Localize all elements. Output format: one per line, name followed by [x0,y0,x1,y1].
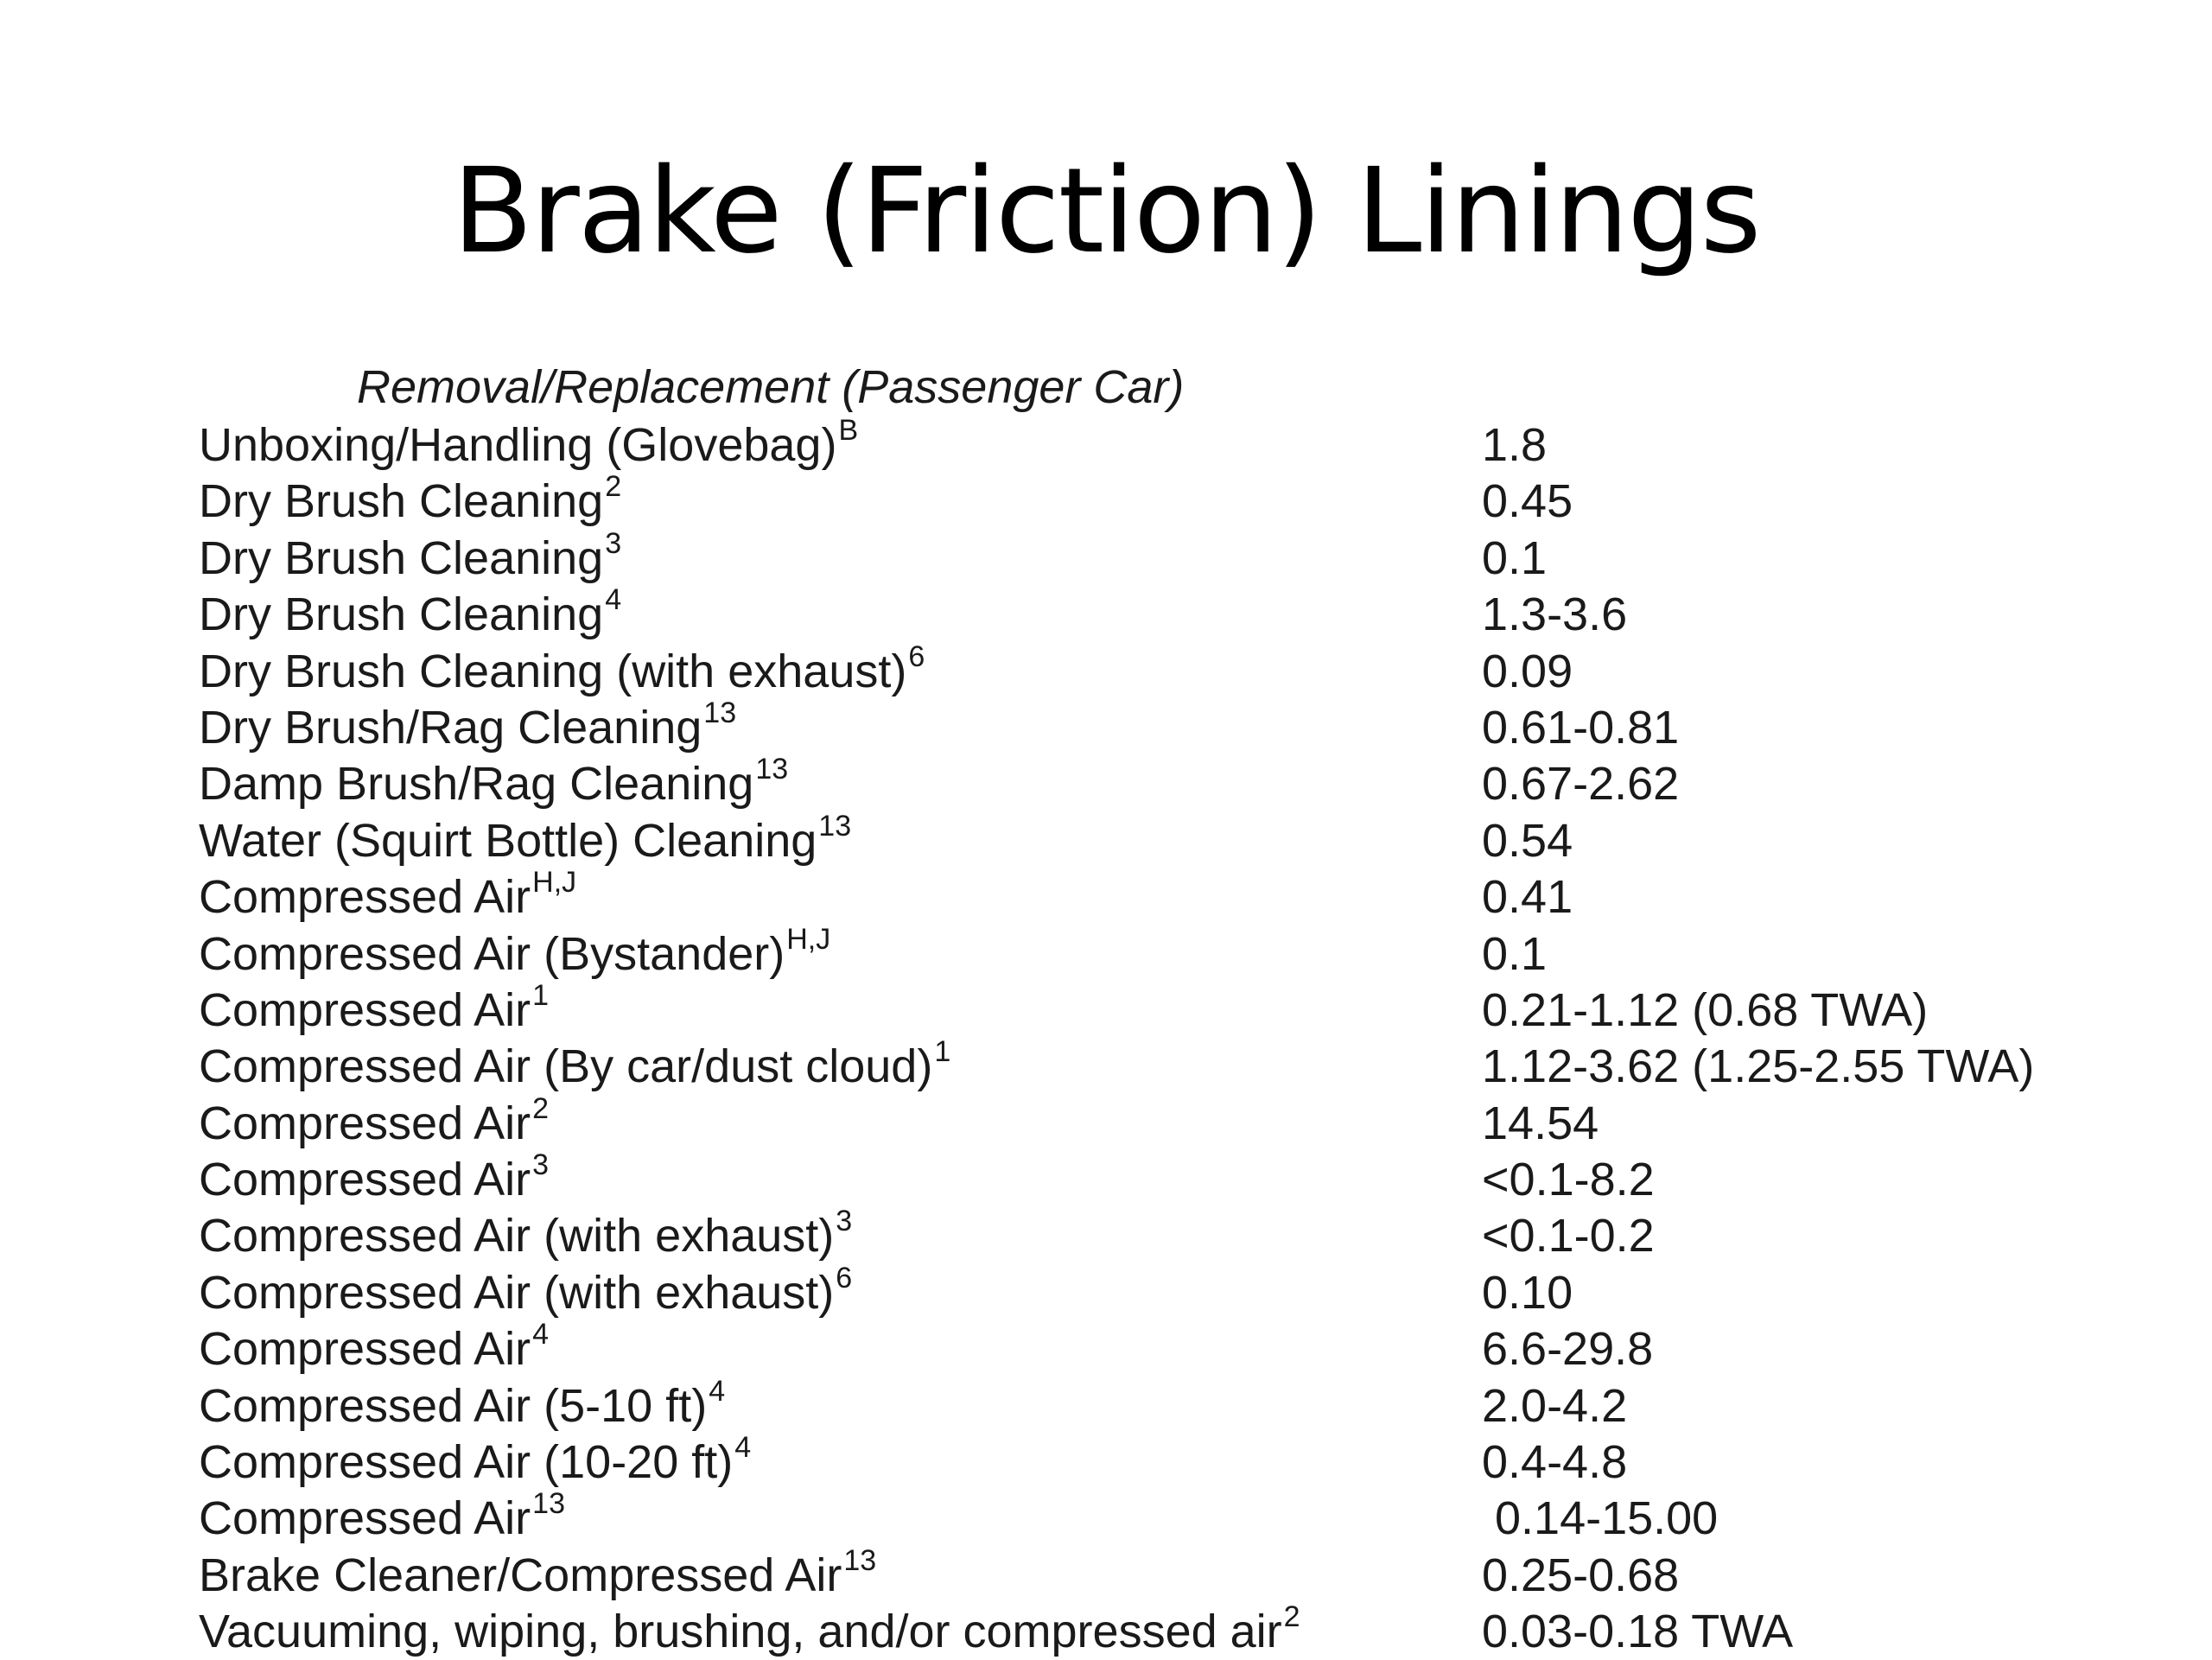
footnote-ref: 2 [605,470,622,504]
footnote-ref: 6 [908,639,925,673]
row-label [199,639,925,700]
row-value: 0.1 [1482,927,1548,980]
row-value: 2.0-4.2 [1482,1379,1628,1432]
footnote-ref: 13 [818,809,852,843]
table-row [0,526,2212,586]
row-label [199,526,622,587]
row-label-text: Compressed Air (with exhaust) [199,1266,835,1319]
row-value: 0.1 [1482,531,1548,584]
row-label-text: Dry Brush/Rag Cleaning [199,701,702,754]
row-label [199,809,852,869]
footnote-ref: B [838,414,859,447]
footnote-ref: 2 [532,1091,550,1125]
row-value: 0.54 [1482,814,1573,867]
table-row [0,809,2212,868]
row-label-text: Compressed Air [199,1154,531,1206]
row-label [199,1600,1300,1660]
row-label-text: Compressed Air [199,1492,531,1545]
table-row [0,1035,2212,1094]
footnote-ref: 3 [836,1205,853,1238]
footnote-ref: 13 [843,1543,877,1577]
row-value: 0.4-4.8 [1482,1436,1628,1489]
footnote-ref: 3 [532,1148,550,1182]
row-label-text: Compressed Air (By car/dust cloud) [199,1040,933,1093]
row-value: 0.41 [1482,871,1573,924]
footnote-ref: 6 [836,1261,853,1294]
footnote-ref: H,J [786,922,831,956]
table-heading: Removal/Replacement (Passenger Car) [357,361,1185,413]
table-row [0,1207,2212,1263]
row-label [199,1207,852,1264]
row-label [199,1320,549,1377]
row-label-text: Damp Brush/Rag Cleaning [199,758,754,811]
footnote-ref: 4 [605,583,622,617]
row-value: 0.67-2.62 [1482,758,1680,811]
row-value: 0.25-0.68 [1482,1549,1680,1601]
row-label-text: Dry Brush Cleaning [199,588,604,641]
row-value: 0.09 [1482,645,1573,697]
row-value: 1.3-3.6 [1482,588,1628,641]
row-label [199,1148,550,1208]
table-row [0,639,2212,699]
row-label-text: Compressed Air (with exhaust) [199,1210,835,1262]
table-row [0,1374,2212,1434]
table-row [0,1148,2212,1207]
table-row [0,696,2212,755]
row-label [199,978,550,1039]
table-row [0,755,2212,811]
row-value: 6.6-29.8 [1482,1323,1654,1376]
table-row [0,470,2212,529]
footnote-ref: 4 [532,1318,550,1352]
table-row [0,978,2212,1038]
row-value: <0.1-8.2 [1482,1154,1655,1206]
row-label-text: Dry Brush Cleaning [199,475,604,528]
row-value: 1.12-3.62 (1.25-2.55 TWA) [1482,1040,2035,1093]
row-label [199,470,622,530]
table-row [0,868,2212,925]
footnote-ref: H,J [532,866,577,900]
table-row [0,1600,2212,1659]
row-label-text: Compressed Air [199,1097,531,1149]
row-value: 0.10 [1482,1266,1573,1319]
row-label [199,1487,565,1547]
footnote-ref: 2 [1283,1600,1300,1634]
table-row [0,1487,2212,1546]
row-label [199,414,859,474]
row-label-text: Brake Cleaner/Compressed Air [199,1549,842,1601]
row-label-text: Compressed Air [199,871,531,924]
table-row [0,1431,2212,1490]
row-label [199,868,576,925]
footnote-ref: 4 [734,1431,752,1465]
footnote-ref: 1 [532,978,550,1012]
row-label-text: Water (Squirt Bottle) Cleaning [199,814,817,867]
table-row [0,1261,2212,1320]
row-label [199,1091,550,1152]
row-value: 0.21-1.12 (0.68 TWA) [1482,983,1929,1036]
row-label [199,1261,853,1321]
row-label-text: Compressed Air (10-20 ft) [199,1436,734,1489]
row-value: 0.03-0.18 TWA [1482,1606,1794,1658]
footnote-ref: 4 [709,1374,726,1408]
row-label-text: Compressed Air [199,983,531,1036]
slide-title: Brake (Friction) Linings [452,143,1760,280]
row-label [199,1431,752,1491]
row-label [199,1543,877,1604]
row-label-text: Dry Brush Cleaning [199,531,604,584]
exposure-table [0,414,2212,1660]
footnote-ref: 13 [703,696,737,729]
row-label [199,1035,951,1095]
table-row [0,922,2212,982]
row-label-text: Compressed Air (Bystander) [199,927,785,980]
row-value: 0.45 [1482,475,1573,528]
table-row [0,583,2212,642]
row-label-text: Dry Brush Cleaning (with exhaust) [199,645,907,697]
row-value: 14.54 [1482,1097,1599,1149]
table-row [0,1091,2212,1151]
row-label-text: Compressed Air (5-10 ft) [199,1379,708,1432]
row-label-text: Compressed Air [199,1323,531,1376]
row-value: 1.8 [1482,419,1548,471]
row-label [199,696,737,756]
row-value: 0.14-15.00 [1482,1492,1719,1545]
row-value: <0.1-0.2 [1482,1210,1655,1262]
row-label [199,755,788,812]
table-row [0,414,2212,473]
row-label [199,922,831,983]
row-label-text: Unboxing/Handling (Glovebag) [199,419,837,471]
footnote-ref: 13 [755,753,789,786]
footnote-ref: 13 [532,1487,565,1521]
footnote-ref: 3 [605,526,622,560]
row-label [199,1374,726,1434]
row-value: 0.61-0.81 [1482,701,1680,754]
row-label-text: Vacuuming, wiping, brushing, and/or compressed air [199,1606,1282,1658]
footnote-ref: 1 [934,1035,951,1069]
table-row [0,1543,2212,1603]
table-row [0,1320,2212,1377]
row-label [199,583,622,643]
